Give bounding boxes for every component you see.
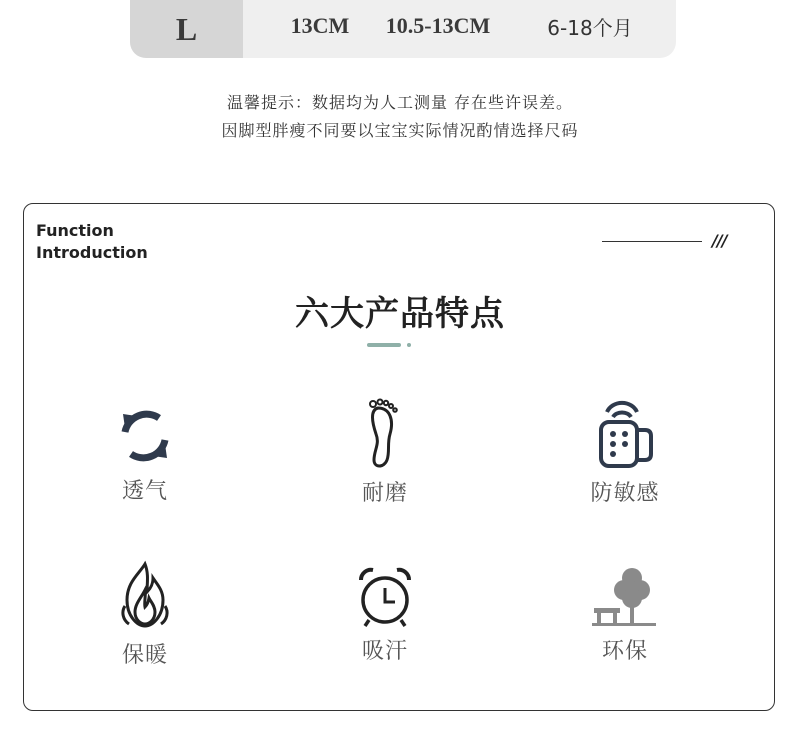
feature-anti-allergy: [555, 398, 695, 507]
feature-eco-friendly: [555, 564, 695, 665]
height-range-value: 10.5-13CM: [385, 13, 491, 38]
size-label: L: [130, 0, 243, 58]
tip-line-1: 温馨提示：数据均为人工测量 存在些许误差。: [226, 93, 574, 112]
feature-breathable: [75, 404, 215, 505]
feature-warm: [75, 560, 215, 669]
footprint-icon: [360, 398, 410, 470]
refresh-arrows-icon: [113, 404, 177, 468]
feature-sweat-absorbing: [315, 566, 455, 665]
tip-line-2: 因脚型胖瘦不同要以宝宝实际情况酌情选择尺码: [221, 121, 579, 140]
foot-length-value: 13CM: [290, 13, 350, 38]
feature-label: 透气: [121, 479, 168, 504]
decor-slashes: ///: [712, 231, 727, 250]
feature-wear-resistant: [315, 398, 455, 507]
alarm-clock-icon: [355, 566, 415, 628]
tree-bench-icon: [590, 564, 660, 628]
flame-icon: [117, 560, 173, 632]
age-cell: [510, 0, 670, 52]
title-underline-dash: [367, 343, 401, 347]
function-card: [23, 203, 775, 711]
age-value: 6-18个月: [547, 15, 633, 40]
card-title: 六大产品特点: [295, 294, 505, 334]
feature-label: 环保: [601, 639, 648, 664]
feature-label: 保暖: [121, 643, 168, 668]
title-underline-dot: [407, 343, 411, 347]
decor-line: [602, 241, 702, 242]
height-range-cell: [368, 0, 508, 52]
english-title-line-2: Introduction: [36, 243, 148, 262]
feature-label: 耐磨: [361, 481, 408, 506]
feature-label: 防敏感: [590, 481, 660, 506]
card-english-title: [36, 220, 148, 264]
size-table-row: [130, 0, 676, 58]
feature-label: 吸汗: [361, 639, 408, 664]
english-title-line-1: Function: [36, 221, 114, 240]
sensor-device-icon: [595, 398, 655, 470]
